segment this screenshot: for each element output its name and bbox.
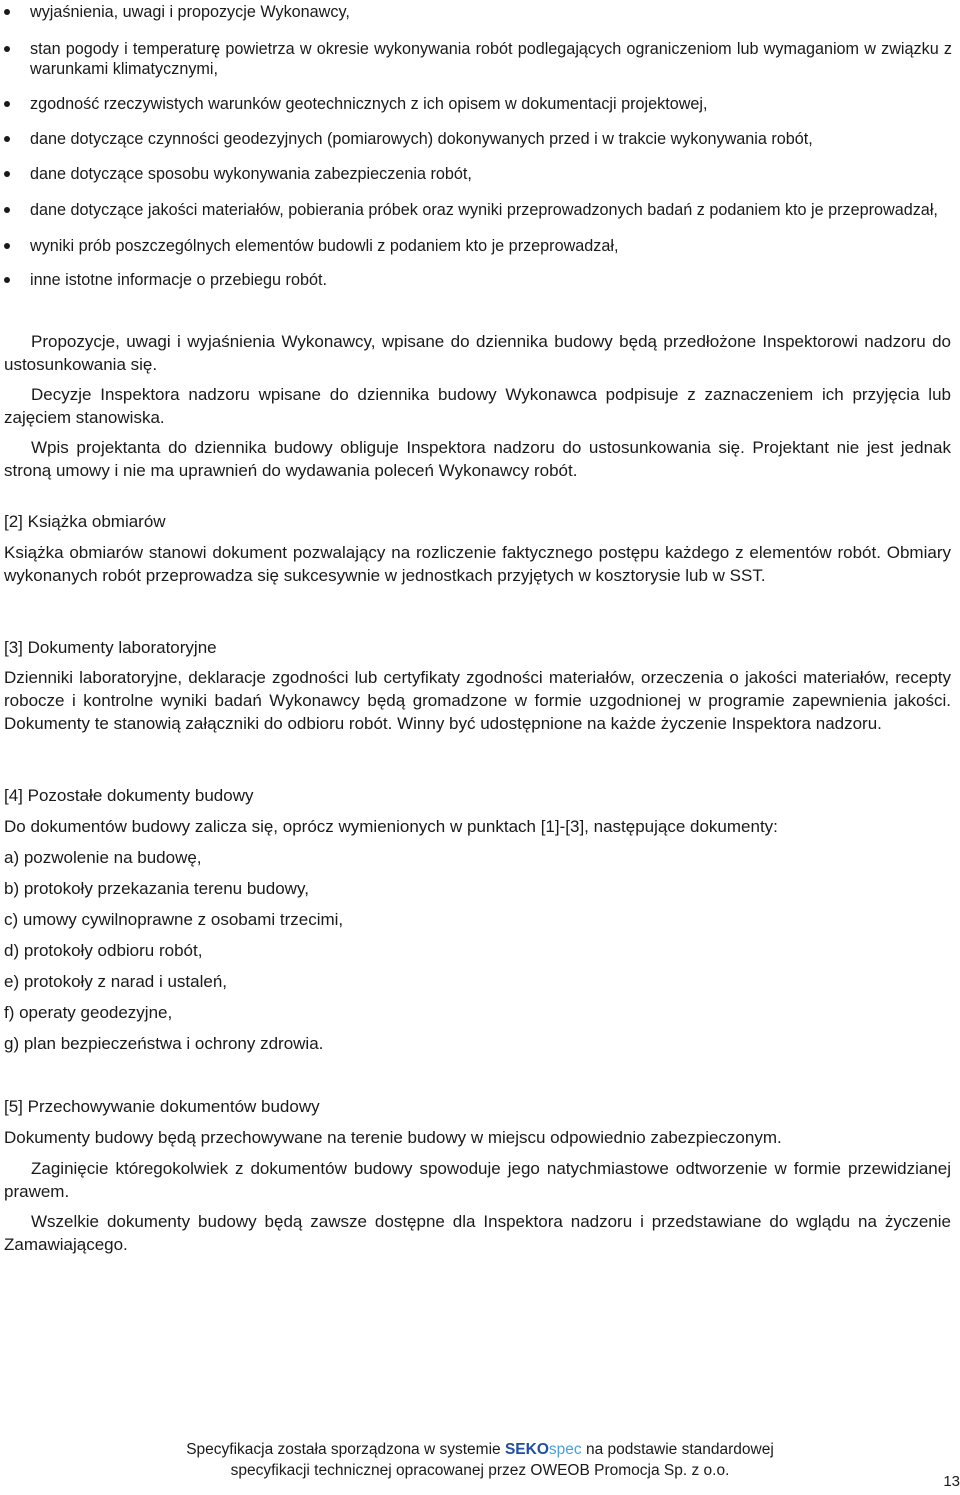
section-heading-other-documents: [4] Pozostałe dokumenty budowy (4, 786, 254, 805)
list-item: dane dotyczące czynności geodezyjnych (pomiarowych) dokonywanych przed i w trakcie wykonywania robót, (0, 129, 952, 150)
paragraph-lab-documents: Dzienniki laboratoryjne, deklaracje zgodności lub certyfikaty zgodności materiałów, orzeczenia o jakości materiałów, recepty robocze i kontrolne wyniki badań Wykonawcy będą gromadzone w formie uzgodnionej w programie zapewnienia jakości. Dokumenty te stanowią załączniki do odbioru robót. Winny być udostępnione na każde życzenie Inspektora nadzoru. (4, 668, 951, 733)
bullet-icon (4, 207, 10, 213)
list-item: e) protokoły z narad i ustaleń, (4, 972, 228, 991)
paragraph-storage: Dokumenty budowy będą przechowywane na terenie budowy w miejscu odpowiednio zabezpieczonym. (4, 1128, 782, 1147)
paragraph-other-documents-intro: Do dokumentów budowy zalicza się, oprócz wymienionych w punktach [1]-[3], następujące dokumenty: (4, 817, 778, 836)
paragraph-decisions: Decyzje Inspektora nadzoru wpisane do dziennika budowy Wykonawca podpisuje z zaznaczeniem ich przyjęcia lub zajęciem stanowiska. (4, 385, 951, 427)
list-item: dane dotyczące jakości materiałów, pobierania próbek oraz wyniki przeprowadzonych badań z podaniem kto je przeprowadzał, (0, 200, 952, 221)
list-item: stan pogody i temperaturę powietrza w okresie wykonywania robót podlegających ograniczeniom lub wymaganiom w związku z warunkami klimatycznymi, (0, 39, 952, 80)
bullet-icon (4, 101, 10, 107)
bullet-list (0, 2, 952, 291)
bullet-icon (4, 243, 10, 249)
list-item: zgodność rzeczywistych warunków geotechnicznych z ich opisem w dokumentacji projektowej, (0, 94, 952, 115)
list-item: b) protokoły przekazania terenu budowy, (4, 879, 309, 898)
bullet-icon (4, 136, 10, 142)
bullet-icon (4, 171, 10, 177)
paragraph-proposals: Propozycje, uwagi i wyjaśnienia Wykonawcy, wpisane do dziennika budowy będą przedłożone Inspektorowi nadzoru do ustosunkowania się. (4, 332, 951, 374)
paragraph-loss: Zaginięcie któregokolwiek z dokumentów budowy spowoduje jego natychmiastowe odtworzenie w formie przewidzianej prawem. (4, 1159, 951, 1201)
list-item: wyniki prób poszczególnych elementów budowli z podaniem kto je przeprowadzał, (0, 236, 952, 257)
bullet-icon (4, 9, 10, 15)
footer-line-2: specyfikacji technicznej opracowanej przez OWEOB Promocja Sp. z o.o. (230, 1462, 730, 1479)
section-heading-storage: [5] Przechowywanie dokumentów budowy (4, 1097, 320, 1116)
page-footer (0, 1439, 960, 1481)
paragraph-measurement-book: Książka obmiarów stanowi dokument pozwalający na rozliczenie faktycznego postępu każdego z elementów robót. Obmiary wykonanych robót przeprowadza się sukcesywnie w jednostkach przyjętych w kosztorysie lub w SST. (4, 543, 951, 585)
sekospec-logo: SEKOspec (504, 1441, 582, 1458)
list-item: d) protokoły odbioru robót, (4, 941, 203, 960)
page-number: 13 (943, 1473, 960, 1490)
list-item: dane dotyczące sposobu wykonywania zabezpieczenia robót, (0, 164, 952, 185)
paragraph-availability: Wszelkie dokumenty budowy będą zawsze dostępne dla Inspektora nadzoru i przedstawiane do wglądu na życzenie Zamawiającego. (4, 1212, 951, 1254)
section-heading-measurement-book: [2] Książka obmiarów (4, 512, 166, 531)
list-item: f) operaty geodezyjne, (4, 1003, 173, 1022)
documents-list (4, 846, 951, 1063)
bullet-icon (4, 277, 10, 283)
list-item: inne istotne informacje o przebiegu robót. (0, 270, 952, 291)
list-item: a) pozwolenie na budowę, (4, 848, 202, 867)
footer-line-1: Specyfikacja została sporządzona w systemie SEKOspec na podstawie standardowej (186, 1441, 774, 1458)
bullet-icon (4, 46, 10, 52)
section-heading-lab-documents: [3] Dokumenty laboratoryjne (4, 638, 217, 657)
list-item: g) plan bezpieczeństwa i ochrony zdrowia. (4, 1034, 324, 1053)
list-item: wyjaśnienia, uwagi i propozycje Wykonawcy, (0, 2, 952, 23)
list-item: c) umowy cywilnoprawne z osobami trzecimi, (4, 910, 344, 929)
paragraph-designer-entry: Wpis projektanta do dziennika budowy obliguje Inspektora nadzoru do ustosunkowania się. Projektant nie jest jednak stroną umowy i nie ma uprawnień do wydawania poleceń Wykonawcy robót. (4, 438, 951, 480)
